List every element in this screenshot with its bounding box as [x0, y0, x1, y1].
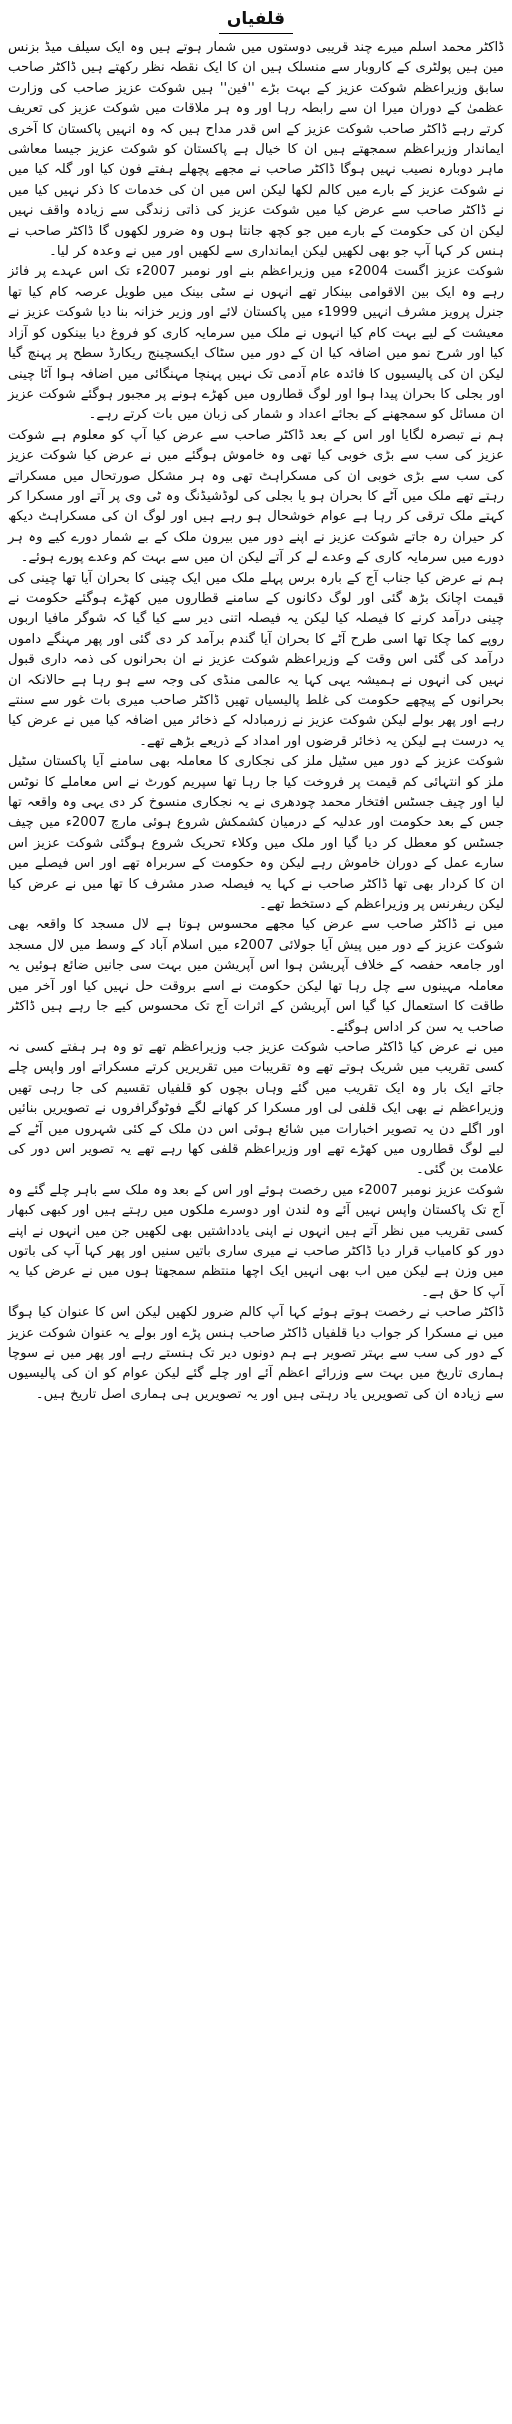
article-paragraph: شوکت عزیز نومبر 2007ء میں رخصت ہوئے اور اس کے بعد وہ ملک سے باہر چلے گئے وہ آج تک پاکستان واپس نہیں آئے وہ لندن اور دوسرے ملکوں میں رہتے ہیں اور کبھی کبھار کسی تقریب میں نظر آتے ہیں انہوں نے اپنی یادداشتیں بھی لکھیں جن میں انہوں نے اپنے دور کو کامیاب قرار دیا ڈاکٹر صاحب نے میری ساری باتیں سنیں اور پھر کہا آپ کی باتوں میں وزن ہے لیکن میں اب بھی انہیں ایک اچھا منتظم سمجھتا ہوں میں نے عرض کیا یہ آپ کا حق ہے۔: [8, 1182, 505, 1300]
article-paragraph: شوکت عزیز اگست 2004ء میں وزیراعظم بنے اور نومبر 2007ء تک اس عہدے پر فائز رہے وہ ایک بین الاقوامی بینکار تھے انہوں نے سٹی بینک میں طویل عرصہ کام کیا تھا جنرل پرویز مشرف انہیں 1999ء میں پاکستان لائے اور وزیر خزانہ بنا دیا شوکت عزیز نے معیشت کے لیے بہت کام کیا انہوں نے ملک میں سرمایہ کاری کو فروغ دیا بینکوں کو آزاد کیا اور شرح نمو میں اضافہ کیا ان کے دور میں سٹاک ایکسچینج ریکارڈ سطح پر پہنچ گیا لیکن ان کی پالیسیوں کا فائدہ عام آدمی تک نہیں پہنچا مہنگائی میں اضافہ ہوا آٹا چینی اور بجلی کا بحران پیدا ہوا اور لوگ قطاروں میں کھڑے ہونے پر مجبور ہوگئے شوکت عزیز ان مسائل کو سمجھنے کے بجائے اعداد و شمار کی زبان میں بات کرتے رہے۔: [8, 264, 505, 423]
article-title: [8, 8, 504, 30]
article-paragraph: میں نے عرض کیا ڈاکٹر صاحب شوکت عزیز جب وزیراعظم تھے تو وہ ہر ہفتے کسی نہ کسی تقریب میں شریک ہوتے تھے وہ تقریبات میں تقریریں کرتے مسکراتے اور واپس چلے جاتے ایک بار وہ ایک تقریب میں گئے وہاں بچوں کو قلفیاں تقسیم کی جا رہی تھیں وزیراعظم نے بھی ایک قلفی لی اور مسکرا کر کھانے لگے فوٹوگرافروں نے تصویریں بنائیں اور اگلے دن یہ تصویر اخبارات میں شائع ہوئی اس دن ملک کے کئی شہروں میں آٹے کے لیے لوگ قطاروں میں کھڑے تھے اور وزیراعظم قلفی کھا رہے تھے یہ تصویر اس دور کی علامت بن گئی۔: [8, 1039, 504, 1178]
article-paragraph: شوکت عزیز کے دور میں سٹیل ملز کی نجکاری کا معاملہ بھی سامنے آیا پاکستان سٹیل ملز کو انتہائی کم قیمت پر فروخت کیا جا رہا تھا سپریم کورٹ نے اس معاملے کا نوٹس لیا اور چیف جسٹس افتخار محمد چودھری نے یہ نجکاری منسوخ کر دی یہی وہ واقعہ تھا جس کے بعد حکومت اور عدلیہ کے درمیان کشمکش شروع ہوئی مارچ 2007ء میں چیف جسٹس کو معطل کر دیا گیا اور ملک میں وکلاء تحریک شروع ہوگئی شوکت عزیز اس سارے عمل کے دوران خاموش رہے لیکن وہ حکومت کے سربراہ تھے اور اس فیصلے میں ان کا کردار بھی تھا ڈاکٹر صاحب نے کہا یہ فیصلہ صدر مشرف کا تھا میں نے عرض کیا لیکن ریفرنس پر وزیراعظم کے دستخط تھے۔: [8, 754, 505, 913]
article-paragraph: میں نے ڈاکٹر صاحب سے عرض کیا مجھے محسوس ہوتا ہے لال مسجد کا واقعہ بھی شوکت عزیز کے دور میں پیش آیا جولائی 2007ء میں اسلام آباد کے وسط میں لال مسجد اور جامعہ حفصہ کے خلاف آپریشن ہوا اس آپریشن میں بہت سی جانیں ضائع ہوئیں یہ معاملہ مہینوں سے چل رہا تھا لیکن حکومت نے اسے بروقت حل نہیں کیا اور آخر میں طاقت کا استعمال کیا گیا اس آپریشن کے اثرات آج تک محسوس کیے جا رہے ہیں ڈاکٹر صاحب یہ سن کر اداس ہوگئے۔: [8, 917, 504, 1035]
article-title-text: قلفیاں: [226, 9, 286, 29]
article-paragraph: ڈاکٹر محمد اسلم میرے چند قریبی دوستوں میں شمار ہوتے ہیں وہ ایک سیلف میڈ بزنس مین ہیں پولٹری کے کاروبار سے منسلک ہیں ان کا ایک نقطہ نظر رکھتے ہیں ڈاکٹر صاحب سابق وزیراعظم شوکت عزیز کے بہت بڑے ''فین'' ہیں شوکت عزیز صاحب کی وزارت عظمیٰ کے دوران میرا ان سے رابطہ رہا اور وہ ہر ملاقات میں شوکت عزیز کی تعریف کرتے رہے ڈاکٹر صاحب شوکت عزیز کے اس قدر مداح ہیں کہ وہ انہیں پاکستان کا آخری ایماندار وزیراعظم سمجھتے ہیں ان کا خیال ہے پاکستان کو شوکت عزیز جیسا معاشی ماہر دوبارہ نصیب نہیں ہوگا ڈاکٹر صاحب نے مجھے پچھلے ہفتے فون کیا اور گلہ کیا میں نے شوکت عزیز کے بارے میں کالم لکھا لیکن اس میں ان کی خدمات کا ذکر نہیں کیا میں نے ڈاکٹر صاحب سے عرض کیا میں شوکت عزیز کی ذاتی زندگی سے زیادہ واقف نہیں لیکن ان کی حکومت کے بارے میں جو کچھ جانتا ہوں وہ ضرور لکھوں گا ڈاکٹر صاحب نے ہنس کر کہا آپ جو بھی لکھیں لیکن ایمانداری سے لکھیں اور میں نے وعدہ کر لیا۔: [8, 40, 504, 260]
article-paragraph: ہم نے عرض کیا جناب آج کے بارہ برس پہلے ملک میں ایک چینی کا بحران آیا تھا چینی کی قیمت اچانک بڑھ گئی اور لوگ دکانوں کے سامنے قطاروں میں کھڑے ہوگئے حکومت نے چینی درآمد کرنے کا فیصلہ کیا لیکن یہ فیصلہ اتنی دیر سے کیا گیا کہ شوگر مافیا اربوں روپے کما چکا تھا اسی طرح آٹے کا بحران آیا گندم برآمد کر دی گئی اور پھر مہنگے داموں درآمد کی گئی اس وقت کے وزیراعظم شوکت عزیز نے ان بحرانوں کی ذمہ داری قبول نہیں کی انہوں نے ہمیشہ یہی کہا یہ عالمی منڈی کی وجہ سے ہو رہا ہے حالانکہ ان بحرانوں کے پیچھے حکومت کی غلط پالیسیاں تھیں ڈاکٹر صاحب میری بات غور سے سنتے رہے اور پھر بولے لیکن شوکت عزیز نے زرمبادلہ کے ذخائر میں اضافہ کیا میں نے عرض کیا یہ درست ہے لیکن یہ ذخائر قرضوں اور امداد کے ذریعے بڑھے تھے۔: [8, 570, 504, 749]
article-paragraph: ڈاکٹر صاحب نے رخصت ہوتے ہوئے کہا آپ کالم ضرور لکھیں لیکن اس کا عنوان کیا ہوگا میں نے مسکرا کر جواب دیا قلفیاں ڈاکٹر صاحب ہنس پڑے اور بولے یہ عنوان شوکت عزیز کے دور کی سب سے بہتر تصویر ہے ہم دونوں دیر تک ہنستے رہے اور پھر میں نے سوچا ہماری تاریخ میں بہت سے وزرائے اعظم آئے اور چلے گئے لیکن عوام کو ان کی پالیسیوں سے زیادہ ان کی تصویریں یاد رہتی ہیں اور یہ تصویریں ہی ہماری اصل تاریخ ہیں۔: [8, 1305, 504, 1402]
article-body: [8, 38, 504, 1405]
article-paragraph: ہم نے تبصرہ لگایا اور اس کے بعد ڈاکٹر صاحب سے عرض کیا آپ کو معلوم ہے شوکت عزیز کی سب سے بڑی خوبی کیا تھی وہ خاموش ہوگئے میں نے عرض کیا شوکت عزیز کی سب سے بڑی خوبی ان کی مسکراہٹ تھی وہ ہر مشکل صورتحال میں مسکراتے رہتے تھے ملک میں آٹے کا بحران ہو یا بجلی کی لوڈشیڈنگ وہ ٹی وی پر آتے اور مسکرا کر کہتے ملک ترقی کر رہا ہے عوام خوشحال ہو رہے ہیں اور لوگ ان کی مسکراہٹ دیکھ کر حیران رہ جاتے شوکت عزیز نے اپنے دور میں بیرون ملک کے بے شمار دورے کیے وہ ہر دورے میں سرمایہ کاری کے وعدے لے کر آتے لیکن ان میں سے بہت کم وعدے پورے ہوئے۔: [8, 427, 504, 566]
title-underline: [219, 33, 293, 34]
